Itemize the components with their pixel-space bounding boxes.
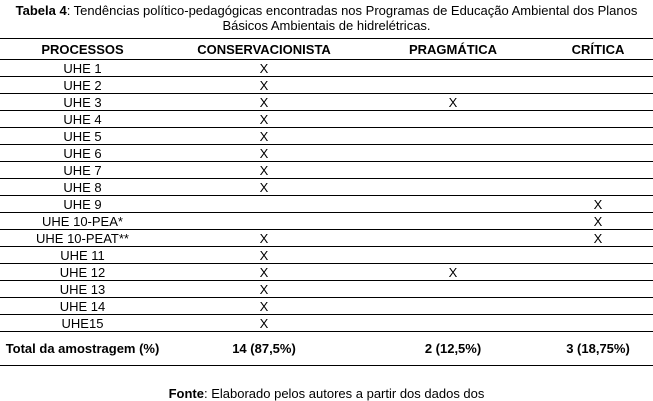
cell-processo: UHE 5 (0, 128, 165, 145)
cell-pragmatica (363, 128, 543, 145)
cell-conservacionista: X (165, 179, 363, 196)
cell-conservacionista (165, 213, 363, 230)
table-row (0, 213, 653, 230)
cell-conservacionista: X (165, 230, 363, 247)
cell-pragmatica (363, 111, 543, 128)
cell-conservacionista: X (165, 247, 363, 264)
cell-processo: UHE 10-PEA* (0, 213, 165, 230)
total-row (0, 332, 653, 366)
cell-critica (543, 128, 653, 145)
cell-conservacionista: X (165, 264, 363, 281)
cell-pragmatica (363, 60, 543, 77)
table-row (0, 247, 653, 264)
header-critica: CRÍTICA (543, 39, 653, 60)
cell-conservacionista: X (165, 315, 363, 332)
table-row (0, 179, 653, 196)
cell-critica (543, 281, 653, 298)
cell-processo: UHE 10-PEAT** (0, 230, 165, 247)
total-critica: 3 (18,75%) (543, 332, 653, 366)
tendencias-table (0, 38, 653, 366)
cell-pragmatica (363, 196, 543, 213)
caption-text: : Tendências político-pedagógicas encontradas nos Programas de Educação Ambiental dos Planos Básicos Ambientais de hidrelétricas. (66, 3, 638, 33)
cell-critica (543, 111, 653, 128)
cell-conservacionista: X (165, 111, 363, 128)
cell-pragmatica (363, 77, 543, 94)
table-row (0, 77, 653, 94)
table-row (0, 128, 653, 145)
cell-pragmatica (363, 315, 543, 332)
cell-conservacionista (165, 196, 363, 213)
table-row (0, 264, 653, 281)
cell-processo: UHE 4 (0, 111, 165, 128)
table-row (0, 315, 653, 332)
table-row (0, 196, 653, 213)
table-caption (0, 3, 653, 33)
cell-critica (543, 179, 653, 196)
table-row (0, 162, 653, 179)
cell-pragmatica (363, 298, 543, 315)
cell-pragmatica (363, 162, 543, 179)
cell-critica (543, 94, 653, 111)
cell-critica (543, 298, 653, 315)
cell-critica (543, 162, 653, 179)
table-row (0, 298, 653, 315)
cell-critica (543, 315, 653, 332)
cell-critica (543, 264, 653, 281)
cell-processo: UHE15 (0, 315, 165, 332)
cell-critica (543, 77, 653, 94)
cell-processo: UHE 1 (0, 60, 165, 77)
cell-critica: X (543, 213, 653, 230)
header-pragmatica: PRAGMÁTICA (363, 39, 543, 60)
cell-processo: UHE 3 (0, 94, 165, 111)
cell-conservacionista: X (165, 298, 363, 315)
table-row (0, 60, 653, 77)
cell-pragmatica (363, 247, 543, 264)
cell-processo: UHE 11 (0, 247, 165, 264)
source-label: Fonte (168, 386, 204, 401)
cell-processo: UHE 6 (0, 145, 165, 162)
header-conservacionista: CONSERVACIONISTA (165, 39, 363, 60)
cell-critica (543, 247, 653, 264)
cell-conservacionista: X (165, 60, 363, 77)
total-pragmatica: 2 (12,5%) (363, 332, 543, 366)
cell-processo: UHE 2 (0, 77, 165, 94)
table-row (0, 281, 653, 298)
total-conservacionista: 14 (87,5%) (165, 332, 363, 366)
cell-conservacionista: X (165, 162, 363, 179)
cell-pragmatica: X (363, 94, 543, 111)
cell-conservacionista: X (165, 94, 363, 111)
total-processo: Total da amostragem (%) (0, 332, 165, 366)
header-row (0, 39, 653, 60)
cell-pragmatica (363, 179, 543, 196)
cell-processo: UHE 7 (0, 162, 165, 179)
cell-critica: X (543, 230, 653, 247)
table-body (0, 60, 653, 366)
cell-processo: UHE 8 (0, 179, 165, 196)
caption-label: Tabela 4 (15, 3, 67, 18)
header-processos: PROCESSOS (0, 39, 165, 60)
table-row (0, 111, 653, 128)
table-row (0, 145, 653, 162)
cell-critica (543, 145, 653, 162)
cell-pragmatica (363, 145, 543, 162)
cell-processo: UHE 9 (0, 196, 165, 213)
cell-pragmatica (363, 230, 543, 247)
cell-conservacionista: X (165, 281, 363, 298)
cell-conservacionista: X (165, 145, 363, 162)
table-row (0, 230, 653, 247)
cell-conservacionista: X (165, 128, 363, 145)
source-text: : Elaborado pelos autores a partir dos dados dos (203, 386, 485, 401)
cell-pragmatica (363, 281, 543, 298)
cell-processo: UHE 12 (0, 264, 165, 281)
cell-pragmatica (363, 213, 543, 230)
cell-critica: X (543, 196, 653, 213)
cell-pragmatica: X (363, 264, 543, 281)
cell-processo: UHE 13 (0, 281, 165, 298)
cell-conservacionista: X (165, 77, 363, 94)
cell-processo: UHE 14 (0, 298, 165, 315)
table-row (0, 94, 653, 111)
cell-critica (543, 60, 653, 77)
